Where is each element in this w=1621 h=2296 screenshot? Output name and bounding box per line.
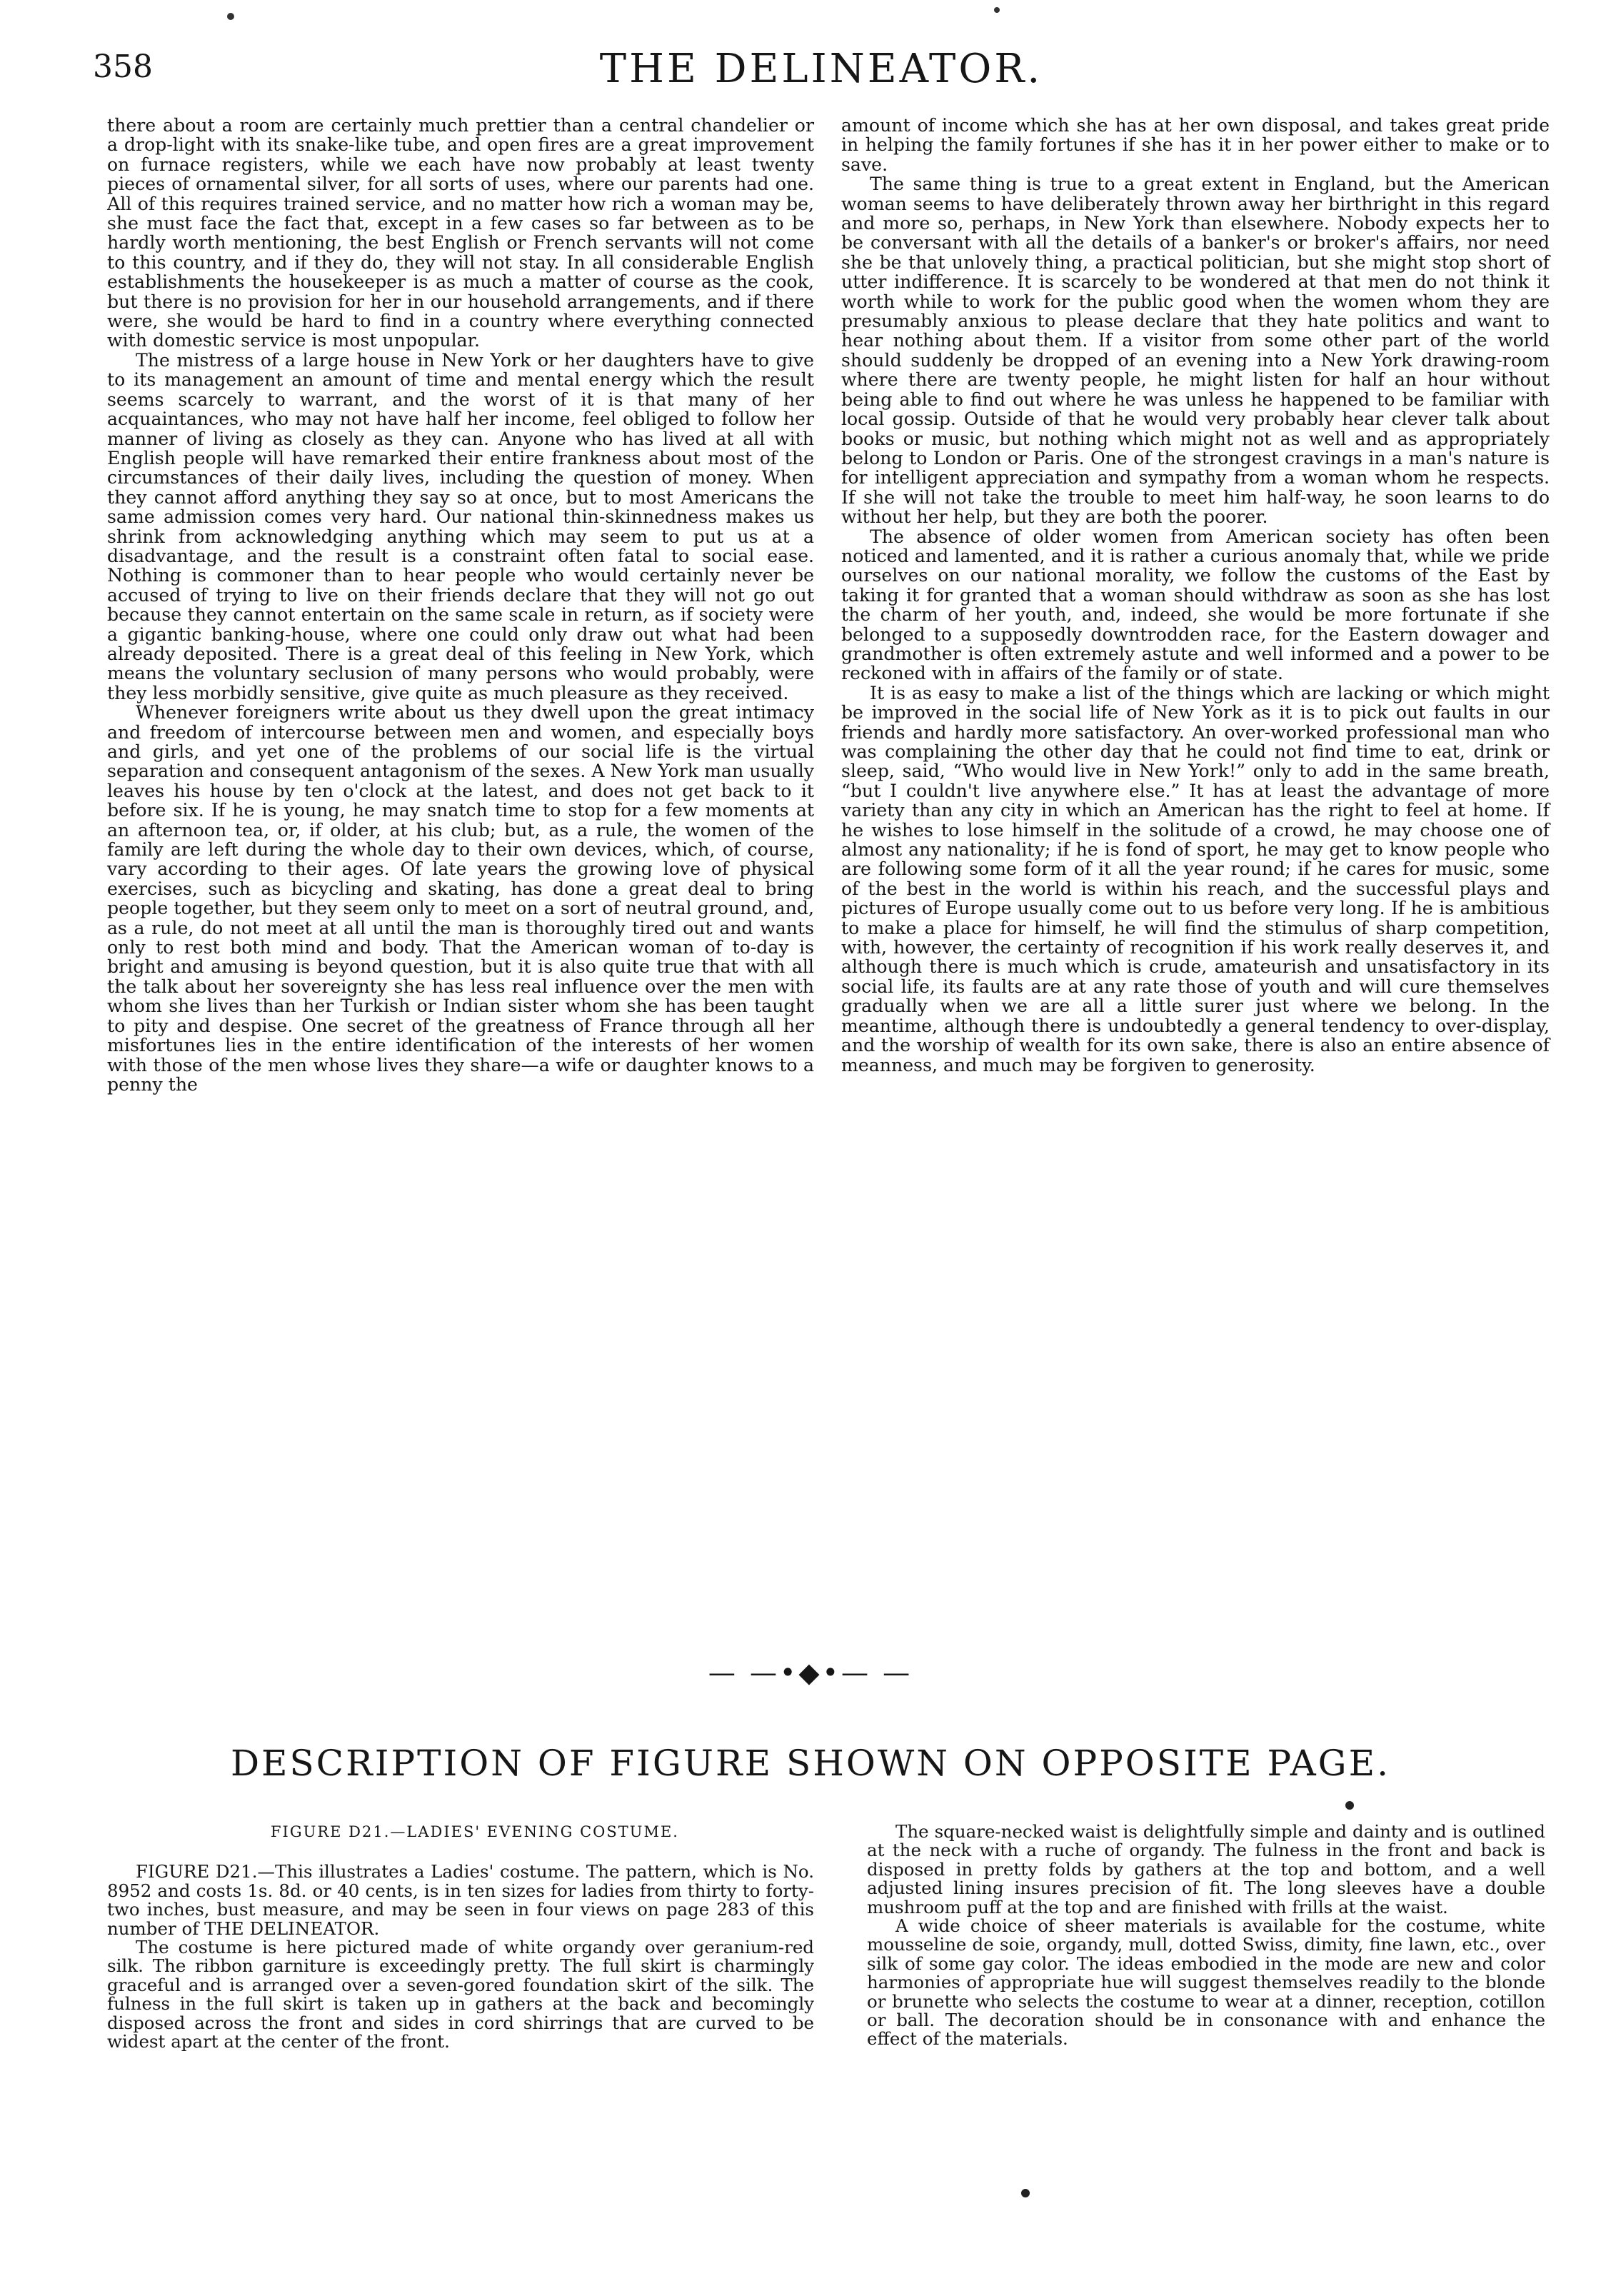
article-paragraph: The mistress of a large house in New York or her daughters have to give to its management an amount of time and mental energy which the result seems scarcely to warrant, and the worst of it is that many of her acquaintances, who may not have half her income, feel obliged to follow her manner of living as closely as they can. Anyone who has lived at all with English people will have remarked their entire frankness about most of the circumstances of their daily lives, including the question of money. When they cannot afford anything they say so at once, but to most Americans the same admission comes very hard. Our national thin-skinnedness makes us shrink from acknowledging anything which may seem to put us at a disadvantage, and the result is a constraint often fatal to social ease. Nothing is commoner than to hear people who would certainly never be accused of trying to live on their friends declare that they will not go out because they cannot entertain on the same scale in return, as if society were a gigantic banking-house, where one could only draw out what had been already deposited. There is a great deal of this feeling in New York, which means the voluntary seclusion of many persons who would probably, were they less morbidly sensitive, give quite as much pleasure as they received. <box>107 349 814 703</box>
page-header <box>93 46 1550 96</box>
article-column-right <box>841 116 1550 1075</box>
article-paragraph: It is as easy to make a list of the things which are lacking or which might be improved in the social life of New York as it is to pick out faults in our friends and hardly more satisfactory. An over-worked professional man who was complaining the other day that he could not find time to eat, drink or sleep, said, “Who would live in New York!” only to add in the same breath, “but I couldn't live anywhere else.” It has at least the advantage of more variety than any city in which an American has the right to feel at home. If he wishes to lose himself in the solitude of a crowd, he may choose one of almost any nationality; if he is fond of sport, he may get to know people who are following some form of it all the year round; if he cares for music, some of the best in the world is within his reach, and the successful plays and pictures of Europe usually come out to us before very long. If he is ambitious to make a place for himself, he will find the stimulus of sharp competition, with, however, the certainty of recognition if his work really deserves it, and although there is much which is crude, amateurish and unsatisfactory in its social life, its faults are at any rate those of youth and will cure themselves gradually when we are all a little surer just where we belong. In the meantime, although there is undoubtedly a general tendency to over-display, and the worship of wealth for its own sake, there is also an entire absence of meanness, and much may be forgiven to generosity. <box>841 682 1550 1076</box>
print-speck <box>227 13 234 20</box>
bullet-dot <box>1345 1801 1354 1810</box>
article-paragraph: amount of income which she has at her own disposal, and takes great pride in helping the family fortunes if she has it in her power either to make or to save. <box>841 115 1550 175</box>
figure-description-left <box>107 1823 814 2051</box>
bullet-dot <box>1021 2189 1030 2197</box>
section-divider-ornament: — —•◆•— — <box>708 1657 913 1688</box>
article-paragraph: Whenever foreigners write about us they dwell upon the great intimacy and freedom of intercourse between men and women, and especially boys and girls, and yet one of the problems of our social life is the virtual separation and consequent antagonism of the sexes. A New York man usually leaves his house by ten o'clock at the latest, and does not get back to it before six. If he is young, he may snatch time to stop for a few moments at an afternoon tea, or, if older, at his club; but, as a rule, the women of the family are left during the whole day to their own devices, which, of course, vary according to their ages. Of late years the growing love of physical exercises, such as bicycling and skating, has done a great deal to bring people together, but they seem only to meet on a sort of neutral ground, and, as a rule, do not meet at all until the man is thoroughly tired out and wants only to rest both mind and body. That the American woman of to-day is bright and amusing is beyond question, but it is also quite true that with all the talk about her sovereignty she has less real influence over the men with whom she lives than her Turkish or Indian sister whom she has been taught to pity and despise. One secret of the greatness of France through all her misfortunes lies in the entire identification of the interests of her women with those of the men whose lives they share—a wife or daughter knows to a penny the <box>107 702 814 1095</box>
figure-heading: FIGURE D21.—LADIES' EVENING COSTUME. <box>270 1823 679 1840</box>
figure-description-right <box>867 1823 1545 2049</box>
page-number: 358 <box>93 49 153 85</box>
figure-paragraph: FIGURE D21.—This illustrates a Ladies' costume. The pattern, which is No. 8952 and costs 1s. 8d. or 40 cents, is in ten sizes for ladies from thirty to forty-two inches, bust measure, and may be seen in four views on page 283 of this number of THE DELINEATOR. <box>107 1861 814 1939</box>
figure-paragraph: The square-necked waist is delightfully simple and dainty and is outlined at the neck with a ruche of organdy. The fulness in the front and back is disposed in pretty folds by gathers at the top and bottom, and a well adjusted lining insures precision of fit. The long sleeves have a double mushroom puff at the top and are finished with frills at the waist. <box>867 1821 1545 1917</box>
article-paragraph: The absence of older women from American society has often been noticed and lamented, and it is rather a curious anomaly that, while we pride ourselves on our national morality, we follow the customs of the East by taking it for granted that a woman should withdraw as soon as she has lost the charm of her youth, and, indeed, she would be more fortunate if she belonged to a supposedly downtrodden race, for the Eastern dowager and grandmother is often extremely astute and well informed and a power to be reckoned with in affairs of the family or of state. <box>841 526 1550 684</box>
article-column-left <box>107 116 814 1094</box>
figure-paragraph: A wide choice of sheer materials is available for the costume, white mousseline de soie, organdy, mull, dotted Swiss, dimity, fine lawn, etc., over silk of some gay color. The ideas embodied in the mode are new and color harmonies of appropriate hue will suggest themselves readily to the blonde or brunette who selects the costume to wear at a dinner, reception, cotillon or ball. The decoration should be in consonance with and enhance the effect of the materials. <box>867 1915 1545 2050</box>
article-paragraph: The same thing is true to a great extent in England, but the American woman seems to have deliberately thrown away her birthright in this regard and more so, perhaps, in New York than elsewhere. Nobody expects her to be conversant with all the details of a banker's or broker's affairs, nor need she be that unlovely thing, a practical politician, but she might stop short of utter indifference. It is scarcely to be wondered at that men do not think it worth while to work for the public good when the women whom they are presumably anxious to please declare that they hate politics and want to hear nothing about them. If a visitor from some other part of the world should suddenly be dropped of an evening into a New York drawing-room where there are twenty people, he might listen for half an hour without being able to find out where he was unless he happened to be familiar with local gossip. Outside of that he would very probably hear clever talk about books or music, but nothing which might not as well and as appropriately belong to London or Paris. One of the strongest cravings in a man's nature is for intelligent appreciation and sympathy from a woman whom he respects. If she will not take the trouble to meet him half-way, he soon learns to do without her help, but they are both the poorer. <box>841 174 1550 528</box>
section-title: DESCRIPTION OF FIGURE SHOWN ON OPPOSITE PAGE. <box>230 1743 1391 1784</box>
article-paragraph: there about a room are certainly much prettier than a central chandelier or a drop-light with its snake-like tube, and open fires are a great improvement on furnace registers, while we each have now probably at least twenty pieces of ornamental silver, for all sorts of uses, where our parents had one. All of this requires trained service, and no matter how rich a woman may be, she must face the fact that, except in a few cases so far between as to be hardly worth mentioning, the best English or French servants will not come to this country, and if they do, they will not stay. In all considerable English establishments the housekeeper is as much a matter of course as the cook, but there is no provision for her in our household arrangements, and if there were, she would be hard to find in a country where everything connected with domestic service is most unpopular. <box>107 115 814 351</box>
running-head: THE DELINEATOR. <box>599 46 1043 92</box>
figure-paragraph: The costume is here pictured made of white organdy over geranium-red silk. The ribbon garniture is exceedingly pretty. The full skirt is charmingly graceful and is arranged over a seven-gored foundation skirt of the silk. The fulness in the full skirt is taken up in gathers at the back and becomingly disposed across the front and sides in cord shirrings that are curved to be widest apart at the center of the front. <box>107 1937 814 2052</box>
print-speck <box>994 7 1000 13</box>
